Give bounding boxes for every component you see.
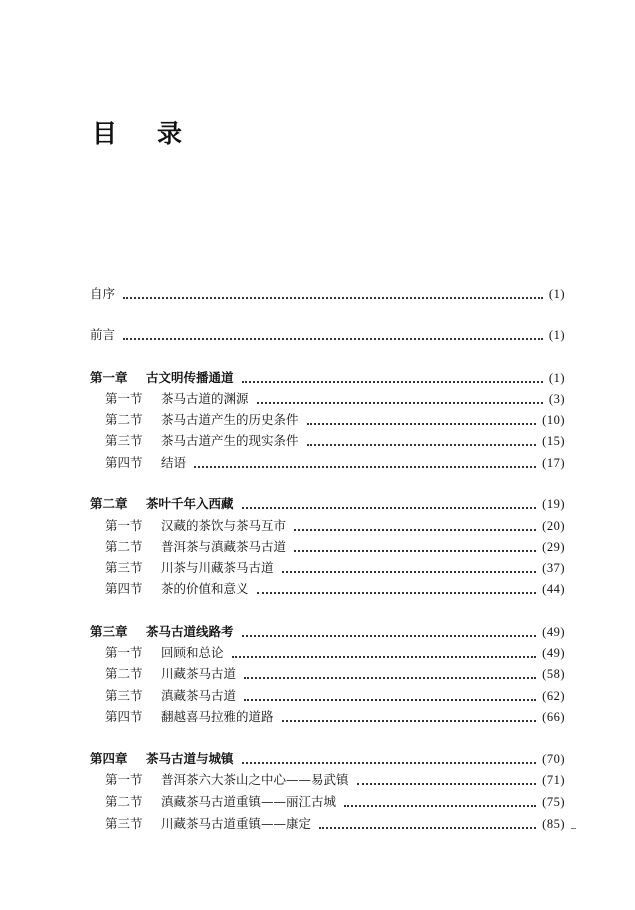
section-title: 川藏茶马古道重镇——康定 — [161, 816, 312, 831]
dot-leader — [244, 698, 536, 701]
toc-label — [90, 325, 115, 345]
section-title: 结语 — [161, 455, 187, 470]
toc-label — [105, 664, 236, 684]
toc-chapter-entry — [90, 494, 565, 514]
page-number: (29) — [542, 540, 565, 554]
dot-leader — [294, 528, 536, 531]
section-title: 普洱茶与滇藏茶马古道 — [161, 539, 287, 554]
dot-leader — [123, 296, 543, 299]
page-title — [92, 114, 182, 150]
page-number: (85) — [542, 817, 565, 831]
dot-leader — [319, 826, 536, 829]
page-number: (75) — [542, 795, 565, 809]
section-number: 第一节 — [105, 772, 143, 787]
dot-leader — [242, 506, 537, 509]
toc-label — [105, 537, 286, 557]
dot-leader — [257, 591, 537, 594]
page-number: (10) — [542, 413, 565, 427]
toc-section-entry — [105, 516, 565, 536]
section-number: 第一节 — [105, 645, 143, 660]
page-number: (44) — [542, 582, 565, 596]
toc-label — [90, 622, 234, 642]
toc-chapter-entry — [90, 749, 565, 769]
dot-leader — [294, 549, 536, 552]
dot-leader — [257, 401, 543, 404]
toc-label — [105, 643, 224, 663]
section-number: 第四节 — [105, 455, 143, 470]
dot-leader — [194, 465, 536, 468]
section-title: 普洱茶六大茶山之中心——易武镇 — [161, 772, 349, 787]
toc-section-entry — [105, 410, 565, 430]
section-number: 第一节 — [105, 518, 143, 533]
toc-section-entry — [105, 770, 565, 790]
toc-label — [90, 284, 115, 304]
toc-label — [105, 686, 236, 706]
toc-label — [105, 707, 274, 727]
section-number: 第三节 — [105, 816, 143, 831]
toc-section-entry — [105, 537, 565, 557]
page-number: (49) — [542, 625, 565, 639]
section-number: 第三节 — [105, 433, 143, 448]
toc-label — [105, 792, 336, 812]
toc-label — [105, 453, 186, 473]
toc-section-entry — [105, 664, 565, 684]
dot-leader — [244, 676, 536, 679]
page-number: (70) — [542, 752, 565, 766]
toc-label — [90, 494, 234, 514]
chapter-title: 茶叶千年入西藏 — [146, 496, 234, 511]
page-number: (49) — [542, 646, 565, 660]
dot-leader — [242, 634, 537, 637]
page-number: (3) — [548, 392, 565, 406]
page-number: (66) — [542, 710, 565, 724]
title-char-1: 目 — [92, 119, 118, 148]
chapter-number: 第四章 — [90, 751, 128, 766]
dot-leader — [344, 804, 536, 807]
section-title: 茶马古道产生的历史条件 — [161, 412, 299, 427]
toc-section-entry — [105, 389, 565, 409]
toc-label — [105, 770, 349, 790]
toc-entry — [90, 284, 565, 304]
dot-leader — [123, 337, 543, 340]
toc-section-entry — [105, 453, 565, 473]
section-title: 翻越喜马拉雅的道路 — [161, 709, 274, 724]
chapter-title: 茶马古道线路考 — [146, 624, 234, 639]
entry-title: 自序 — [90, 286, 116, 301]
section-title: 川藏茶马古道 — [161, 666, 237, 681]
dot-leader — [307, 443, 537, 446]
section-title: 回顾和总论 — [161, 645, 224, 660]
toc-section-entry — [105, 579, 565, 599]
toc-section-entry — [105, 558, 565, 578]
toc-chapter-entry — [90, 622, 565, 642]
section-number: 第二节 — [105, 666, 143, 681]
toc-label — [105, 389, 249, 409]
toc-section-entry — [105, 643, 565, 663]
section-number: 第四节 — [105, 709, 143, 724]
page-number: (1) — [548, 287, 565, 301]
toc-section-entry — [105, 707, 565, 727]
toc-section-entry — [105, 814, 565, 834]
page-number: (71) — [542, 773, 565, 787]
toc-label — [105, 814, 311, 834]
section-number: 第二节 — [105, 794, 143, 809]
section-title: 滇藏茶马古道 — [161, 688, 237, 703]
toc-label — [90, 368, 234, 388]
dot-leader — [282, 570, 537, 573]
section-title: 茶的价值和意义 — [161, 581, 249, 596]
chapter-number: 第一章 — [90, 370, 128, 385]
page-number: (37) — [542, 561, 565, 575]
toc-label — [90, 749, 234, 769]
page-number: (62) — [542, 689, 565, 703]
page-number: (1) — [548, 328, 565, 342]
page-number: (58) — [542, 667, 565, 681]
toc-label — [105, 579, 249, 599]
dot-leader — [232, 655, 537, 658]
toc-label — [105, 558, 274, 578]
section-number: 第二节 — [105, 539, 143, 554]
toc-label — [105, 516, 286, 536]
toc-entry — [90, 325, 565, 345]
page-number: (20) — [542, 519, 565, 533]
section-number: 第三节 — [105, 688, 143, 703]
section-title: 茶马古道的渊源 — [161, 391, 249, 406]
section-title: 茶马古道产生的现实条件 — [161, 433, 299, 448]
section-number: 第一节 — [105, 391, 143, 406]
toc-label — [105, 431, 299, 451]
section-number: 第三节 — [105, 560, 143, 575]
title-char-2: 录 — [157, 119, 183, 148]
chapter-number: 第三章 — [90, 624, 128, 639]
dot-leader — [357, 782, 537, 785]
dot-leader — [242, 761, 537, 764]
toc-section-entry — [105, 686, 565, 706]
dot-leader — [307, 422, 537, 425]
section-number: 第四节 — [105, 581, 143, 596]
entry-title: 前言 — [90, 327, 116, 342]
toc-section-entry — [105, 792, 565, 812]
chapter-title: 茶马古道与城镇 — [146, 751, 234, 766]
toc-chapter-entry — [90, 368, 565, 388]
chapter-number: 第二章 — [90, 496, 128, 511]
page-number: (19) — [542, 497, 565, 511]
section-title: 川茶与川藏茶马古道 — [161, 560, 274, 575]
page-number: (17) — [542, 456, 565, 470]
section-title: 滇藏茶马古道重镇——丽江古城 — [161, 794, 337, 809]
toc-label — [105, 410, 299, 430]
margin-mark — [571, 828, 576, 829]
chapter-title: 古文明传播通道 — [146, 370, 234, 385]
page-number: (1) — [548, 371, 565, 385]
section-number: 第二节 — [105, 412, 143, 427]
dot-leader — [282, 719, 537, 722]
dot-leader — [242, 380, 543, 383]
page-number: (15) — [542, 434, 565, 448]
toc-section-entry — [105, 431, 565, 451]
section-title: 汉藏的茶饮与茶马互市 — [161, 518, 287, 533]
